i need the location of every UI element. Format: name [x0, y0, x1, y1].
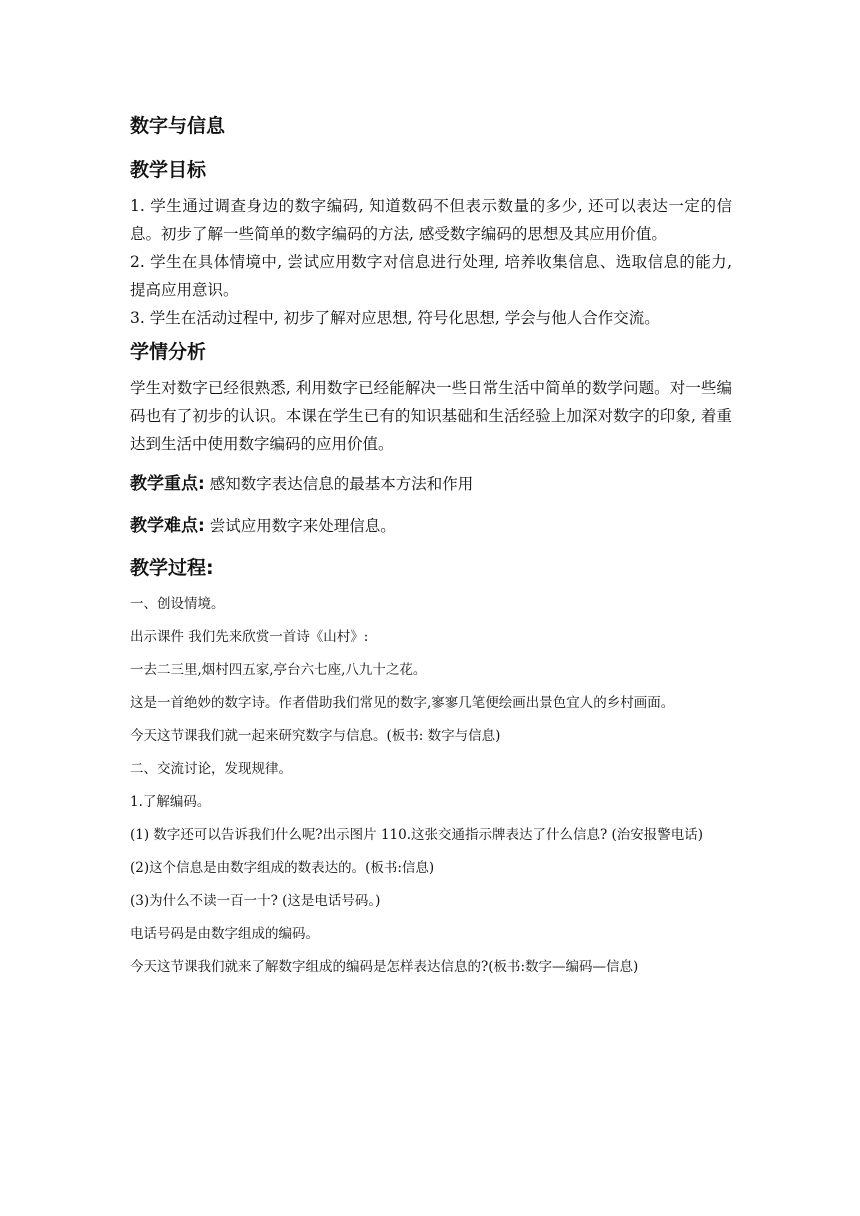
- objectives-heading: 教学目标: [130, 159, 207, 181]
- objectives-list: [130, 192, 732, 332]
- process-line: 1.了解编码。: [130, 794, 211, 810]
- analysis-text: 学生对数字已经很熟悉, 利用数字已经能解决一些日常生活中简单的数学问题。对一些编码也有了初步的认识。本课在学生已有的知识基础和生活经验上加深对数字的印象, 着重达到生活中使用数字编码的应用价值。: [130, 379, 732, 453]
- process-list: [130, 588, 732, 984]
- process-line: 二、交流讨论，发现规律。: [130, 761, 292, 777]
- analysis-heading: 学情分析: [130, 341, 207, 363]
- key-point-value: 感知数字表达信息的最基本方法和作用: [204, 475, 474, 493]
- process-heading: 教学过程:: [130, 557, 214, 579]
- key-point: [130, 470, 732, 498]
- process-line: 一、创设情境。: [130, 596, 225, 612]
- objective-item: 3. 学生在活动过程中, 初步了解对应思想, 符号化思想, 学会与他人合作交流。: [130, 309, 660, 327]
- document-title: 数字与信息: [130, 115, 226, 137]
- process-line: 今天这节课我们就一起来研究数字与信息。(板书: 数字与信息): [130, 728, 501, 744]
- difficulty: [130, 512, 732, 540]
- objective-item: 1. 学生通过调查身边的数字编码, 知道数码不但表示数量的多少, 还可以表达一定的信息。初步了解一些简单的数字编码的方法, 感受数字编码的思想及其应用价值。: [130, 197, 732, 243]
- process-line: 电话号码是由数字组成的编码。: [130, 926, 319, 942]
- key-point-label: 教学重点:: [130, 474, 205, 494]
- process-line: (1) 数字还可以告诉我们什么呢?出示图片 110.这张交通指示牌表达了什么信息? (治安报警电话): [130, 827, 704, 843]
- process-line: 出示课件 我们先来欣赏一首诗《山村》:: [130, 629, 369, 645]
- document-content: [130, 112, 732, 984]
- difficulty-value: 尝试应用数字来处理信息。: [204, 517, 396, 535]
- process-line: (3)为什么不读一百一十? (这是电话号码。): [130, 893, 381, 909]
- process-line: (2)这个信息是由数字组成的数表达的。(板书:信息): [130, 860, 435, 876]
- process-line: 今天这节课我们就来了解数字组成的编码是怎样表达信息的?(板书:数字—编码—信息): [130, 959, 639, 975]
- difficulty-label: 教学难点:: [130, 516, 205, 536]
- objective-item: 2. 学生在具体情境中, 尝试应用数字对信息进行处理, 培养收集信息、选取信息的能力, 提高应用意识。: [130, 253, 732, 299]
- process-line: 这是一首绝妙的数字诗。作者借助我们常见的数字,寥寥几笔便绘画出景色宜人的乡村画面。: [130, 695, 675, 711]
- process-line: 一去二三里,烟村四五家,亭台六七座,八九十之花。: [130, 662, 427, 678]
